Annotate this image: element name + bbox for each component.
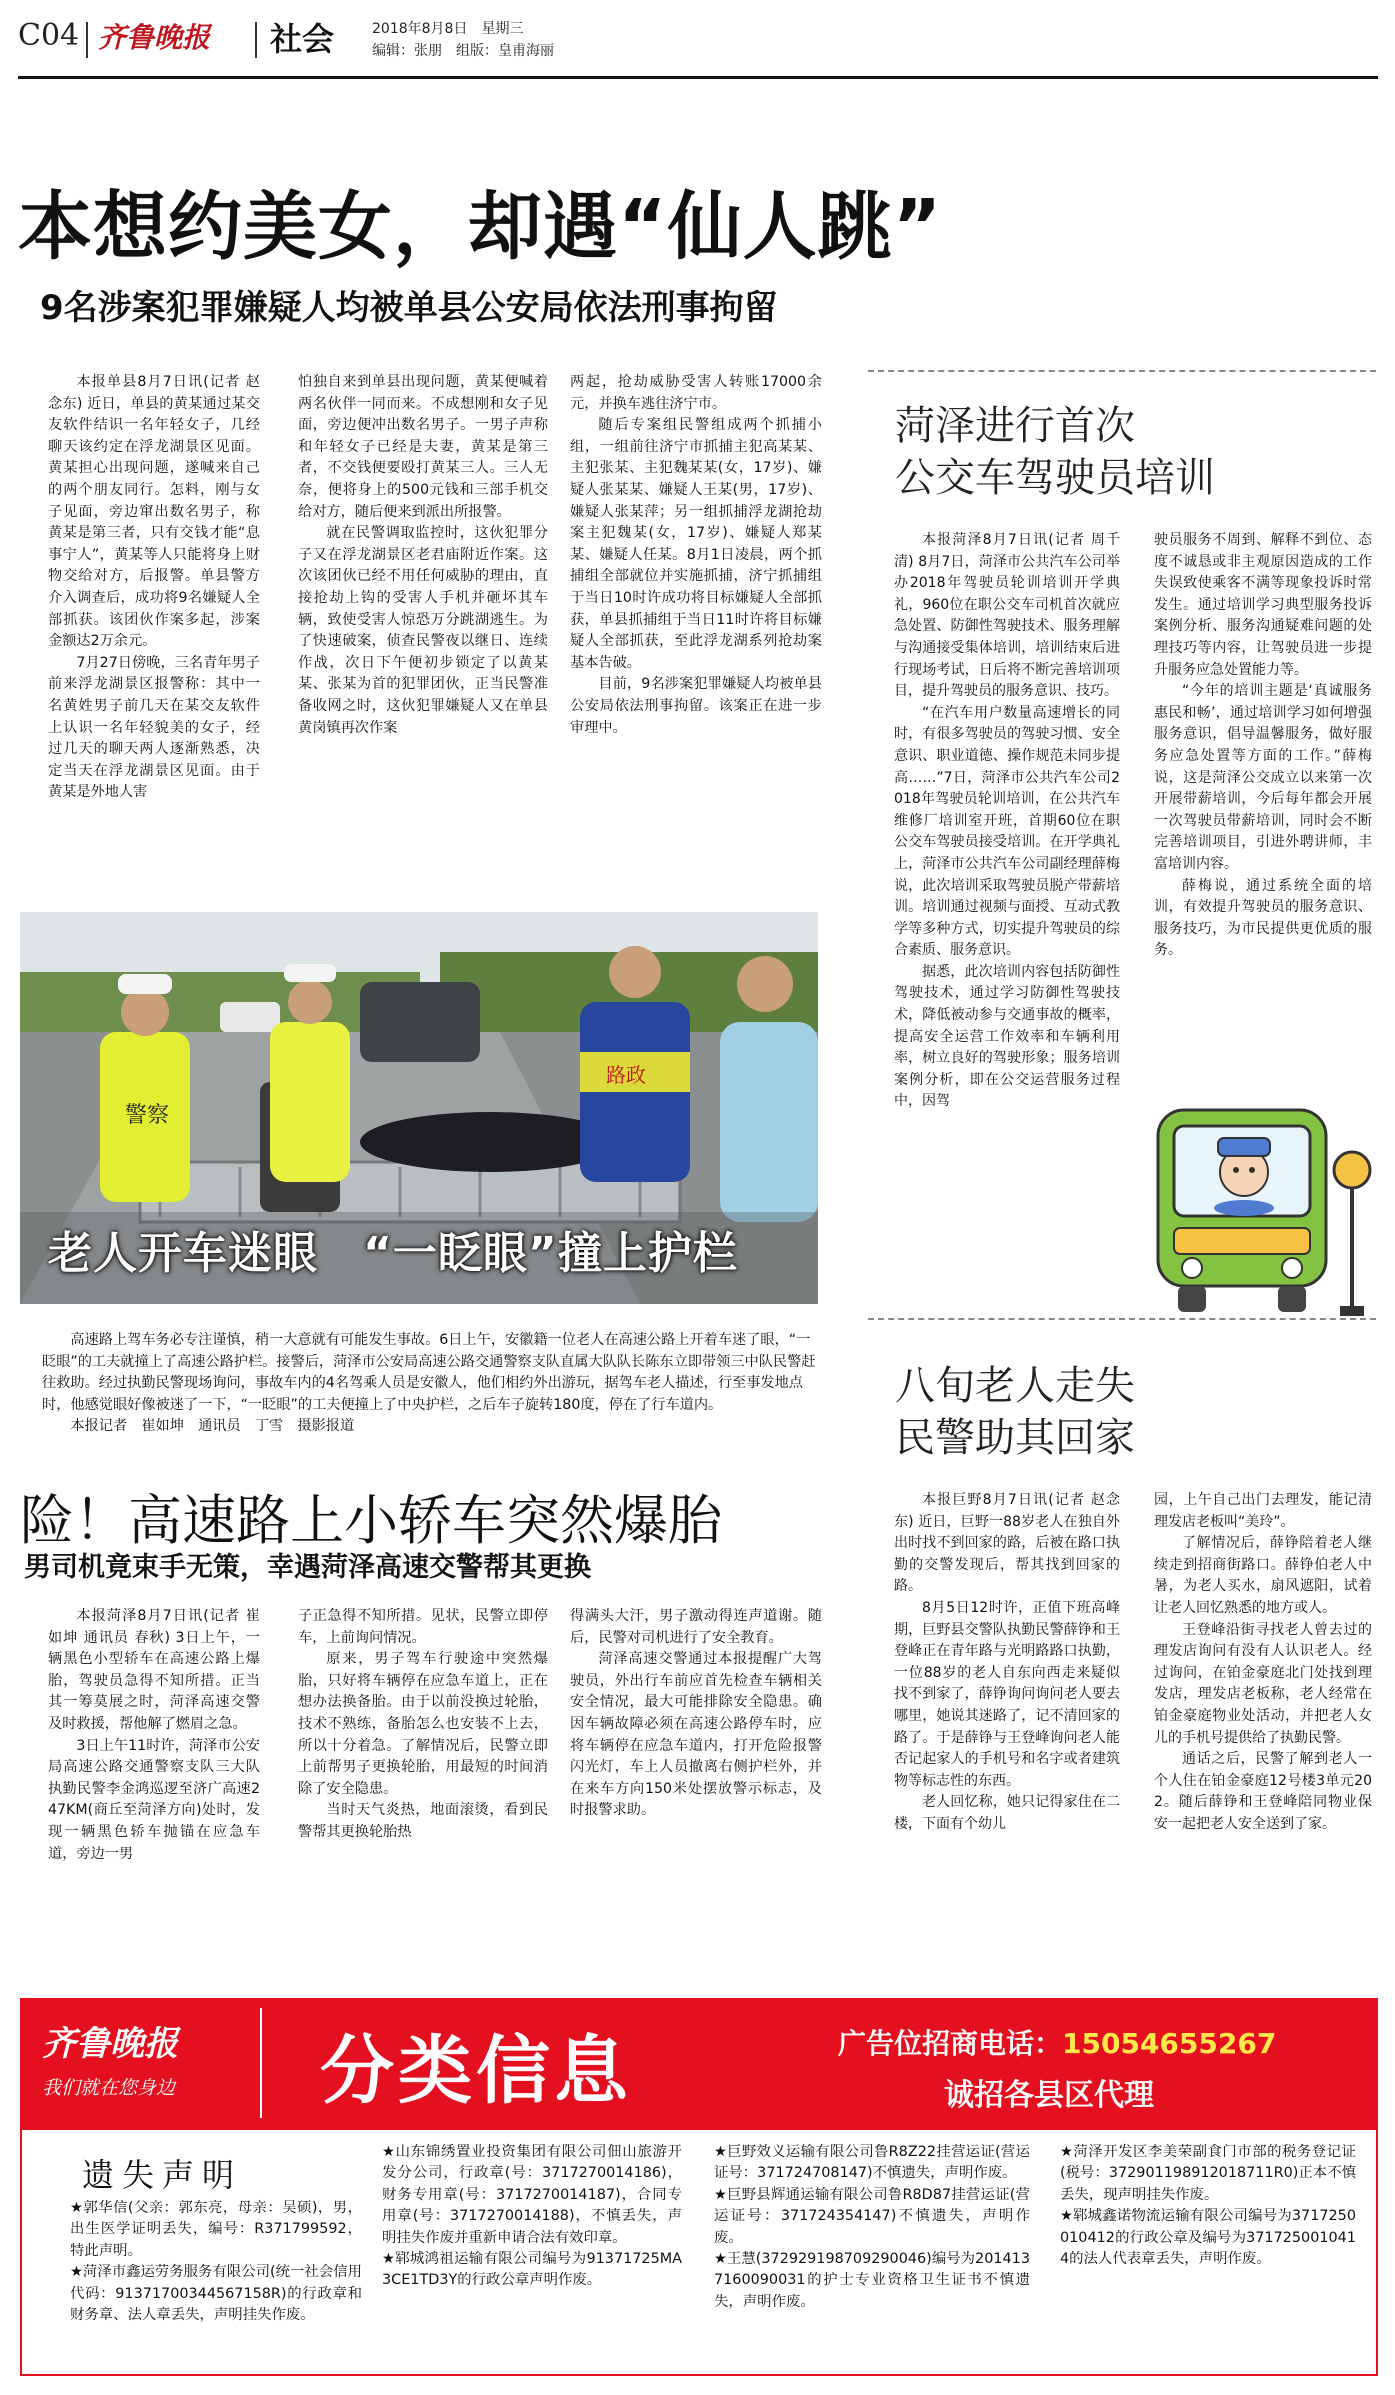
editor-line: 编辑：张朋 组版：皇甫海丽	[372, 43, 554, 59]
paragraph: 当时天气炎热，地面滚烫，看到民警帮其更换轮胎热	[298, 1802, 548, 1840]
notices-section	[20, 2128, 1378, 2378]
brand-logo: 齐鲁晚报	[98, 21, 211, 54]
date-line: 2018年8月8日 星期三	[372, 21, 524, 37]
paragraph: 3日上午11时许，菏泽市公安局高速公路交通警察支队三大队执勤民警李金鸿巡逻至济广高速247KM(商丘至菏泽方向)处时，发现一辆黑色轿车抛锚在应急车道，旁边一男	[48, 1737, 260, 1862]
notice-item: ★巨野效义运输有限公司鲁R8Z22挂营运证(营运证号：371724708147)不慎遗失，声明作废。	[714, 2144, 1030, 2182]
divider	[868, 1318, 1376, 1320]
divider	[260, 2008, 262, 2118]
paragraph: 本报菏泽8月7日讯(记者 周千清) 8月7日，菏泽市公共汽车公司举办2018年驾驶员轮训培训开学典礼，960位在职公交车司机首次就应急处置、防御性驾驶技术、服务理解与沟通接受集体培训，培训结束后进行现场考试，日后将不断完善培训项目，提升驾驶员的服务意识、技巧。	[894, 532, 1120, 700]
notice-item: ★巨野县辉通运输有限公司鲁R8D87挂营运证(营运证号：371724354147)不慎遗失，声明作废。	[714, 2186, 1030, 2246]
elder-story-col2	[1154, 1490, 1372, 1836]
divider	[868, 370, 1376, 372]
ad-slogan: 我们就在您身边	[42, 2077, 176, 2099]
ad-phone-line	[838, 2022, 1276, 2062]
paragraph: 子正急得不知所措。见状，民警立即停车，上前询问情况。	[298, 1608, 548, 1646]
ad-brand-block	[42, 2016, 242, 2099]
vest-text: 路政	[606, 1063, 646, 1087]
headline-line: 菏泽进行首次	[895, 403, 1135, 449]
paragraph: 园，上午自己出门去理发，能记清理发店老板叫“美玲”。	[1154, 1492, 1372, 1530]
photo-overlay-title: 老人开车迷眼 “一眨眼”撞上护栏	[48, 1228, 738, 1279]
page-number: C04	[18, 18, 80, 53]
paragraph: 就在民警调取监控时，这伙犯罪分子又在浮龙湖景区老君庙附近作案。这次该团伙已经不用任何威胁的理由，直接抢劫上钩的受害人手机并砸坏其车辆，致使受害人惊恐万分跳湖逃生。为了快速破案，侦查民警夜以继日、连续作战，次日下午便初步锁定了以黄某某、张某为首的犯罪团伙，正当民警准备收网之时，这伙犯罪嫌疑人又在单县黄岗镇再次作案	[298, 525, 548, 736]
paragraph: 原来，男子驾车行驶途中突然爆胎，只好将车辆停在应急车道上，正在想办法换备胎。由于以前没换过轮胎，技术不熟练，备胎怎么也安装不上去，所以十分着急。了解情况后，民警立即上前帮男子更换轮胎，用最短的时间消除了安全隐患。	[298, 1651, 548, 1797]
bus-story-col2	[1154, 530, 1386, 962]
tire-story-col3	[570, 1606, 822, 1822]
paragraph: 驶员服务不周到、解释不到位、态度不诚恳或非主观原因造成的工作失误致使乘客不满等现象投诉时常发生。通过培训学习典型服务投诉案例分析、服务沟通疑难问题的处理技巧等内容，让驾驶员进一步提升服务应急处置能力等。	[1154, 532, 1372, 678]
paragraph: 本报巨野8月7日讯(记者 赵念东) 近日，巨野一88岁老人在独自外出时找不到回家的路，后被在路口执勤的交警发现后，帮其找到回家的路。	[894, 1492, 1120, 1595]
paragraph: 8月5日12时许，正值下班高峰期，巨野县交警队执勤民警薛铮和王登峰正在青年路与光明路路口执勤，一位88岁的老人自东向西走来疑似找不到家了，薛铮询问询问老人要去哪里，她说其迷路了，记不清回家的路了。于是薛铮与王登峰询问老人能否记起家人的手机号和名字或者建筑物等标志性的东西。	[894, 1599, 1120, 1789]
paragraph: 随后专案组民警组成两个抓捕小组，一组前往济宁市抓捕主犯高某某、主犯张某、主犯魏某某(女，17岁)、嫌疑人张某某、嫌疑人王某(男，17岁)、嫌疑人张某萍；另一组抓捕浮龙湖抢劫案主犯魏某(女，17岁)、嫌疑人郑某某、嫌疑人任某。8月1日凌晨，两个抓捕组全部就位并实施抓捕，济宁抓捕组于当日10时许成功将目标嫌疑人全部抓获，单县抓捕组于当日11时许将目标嫌疑人全部抓获，至此浮龙湖系列抢劫案基本告破。	[570, 417, 822, 671]
paragraph: 两起，抢劫威胁受害人转账17000余元，并换车逃往济宁市。	[570, 374, 822, 412]
classified-ad-bar	[20, 1998, 1378, 2128]
tire-story-subhead: 男司机竟束手无策，幸遇菏泽高速交警帮其更换	[24, 1552, 591, 1583]
ad-recruit: 诚招各县区代理	[944, 2078, 1154, 2113]
bus-illustration	[1152, 1100, 1376, 1330]
paragraph: 据悉，此次培训内容包括防御性驾驶技术，通过学习防御性驾驶技术，降低被动参与交通事故的概率，提高安全运营工作效率和车辆利用率，树立良好的驾驶形象；服务培训案例分析，即在公交运营服务过程中，因驾	[894, 963, 1120, 1110]
caption-text: 高速路上驾车务必专注谨慎，稍一大意就有可能发生事故。6日上午，安徽籍一位老人在高速公路上开着车迷了眼，“一眨眼”的工夫就撞上了高速公路护栏。接警后，菏泽市公安局高速公路交通警察支队直属大队队长陈东立即带领三中队民警赶往救助。经过执勤民警现场询问，事故车内的4名驾乘人员是安徽人，他们相约外出游玩，据驾车老人描述，行至事发地点时，他感觉眼好像被迷了一下，“一眨眼”的工夫便撞上了中央护栏，之后车子旋转180度，停在了行车道内。	[42, 1332, 816, 1413]
section-title: 社会	[270, 20, 335, 58]
notice-item: ★郓城鑫诺物流运输有限公司编号为3717250010412的行政公章及编号为3717250010414的法人代表章丢失，声明作废。	[1060, 2208, 1356, 2268]
paragraph: 了解情况后，薛铮陪着老人继续走到招商街路口。薛铮伯老人中暑，为老人买水，扇风遮阳，试着让老人回忆熟悉的地方或人。	[1154, 1535, 1372, 1616]
notices-title: 遗失声明	[82, 2156, 243, 2194]
news-photo	[20, 912, 818, 1304]
paragraph: 通话之后，民警了解到老人一个人住在铂金豪庭12号楼3单元202。随后薛铮和王登峰陪同物业保安一起把老人安全送到了家。	[1154, 1751, 1372, 1832]
paragraph: 7月27日傍晚，三名青年男子前来浮龙湖景区报警称：其中一名黄姓男子前几天在某交友软件上认识一名年轻貌美的女子，经过几天的聊天两人逐渐熟悉，决定当天在浮龙湖景区见面。由于黄某是外地人害	[48, 654, 260, 801]
paragraph: 老人回忆称，她只记得家住在二楼，下面有个幼儿	[894, 1794, 1120, 1832]
paragraph: 本报单县8月7日讯(记者 赵念东) 近日，单县的黄某通过某交友软件结识一名年轻女子，几经聊天该约定在浮龙湖景区见面。黄某担心出现问题，遂喊来自己的两个朋友同行。怎料，刚与女子见面，旁边窜出数名男子，称黄某是第三者，只有交钱才能“息事宁人”，黄某等人只能将身上财物交给对方，后报警。单县警方介入调查后，成功将9名嫌疑人全部抓获。该团伙作案多起，涉案金额达2万余元。	[48, 374, 260, 650]
headline-line: 民警助其回家	[895, 1415, 1135, 1461]
notices-col3	[714, 2142, 1030, 2313]
brand-logo: 齐鲁晚报	[42, 2024, 178, 2064]
ad-category: 分类信息	[320, 2028, 632, 2114]
vest-text: 警察	[125, 1103, 170, 1128]
paragraph: 目前，9名涉案犯罪嫌疑人均被单县公安局依法刑事拘留。该案正在进一步审理中。	[570, 676, 822, 736]
ad-phone-label: 广告位招商电话：	[838, 2027, 1063, 2060]
paragraph: 得满头大汗，男子激动得连声道谢。随后，民警对司机进行了安全教育。	[570, 1608, 822, 1646]
main-story-col2	[298, 372, 548, 739]
paragraph: 王登峰沿街寻找老人曾去过的理发店询问有没有人认识老人。经过询问，在铂金豪庭北门处找到理发店，理发店老板称，老人经常在铂金豪庭物业处活动，并把老人女儿的手机号提供给了执勤民警。	[1154, 1621, 1372, 1746]
paragraph: “今年的培训主题是‘真诚服务 惠民和畅’，通过培训学习如何增强服务意识，倡导温馨服务，做好服务应急处置等方面的工作。”薛梅说，这是菏泽公交成立以来第一次开展带薪培训，今后每年都会开展一次驾驶员带薪培训，同时会不断完善培训项目，引进外聘讲师，丰富培训内容。	[1154, 683, 1386, 872]
notice-item: ★王慧(372929198709290046)编号为2014137160090031的护士专业资格卫生证书不慎遗失，声明作废。	[714, 2251, 1030, 2310]
notices-col2	[382, 2142, 682, 2292]
main-story-col3	[570, 372, 822, 739]
header-info	[372, 18, 554, 62]
notice-item: ★菏泽市鑫运劳务服务有限公司(统一社会信用代码：91371700344567158R)的行政章和财务章、法人章丢失，声明挂失作废。	[70, 2264, 362, 2324]
main-story-col1	[48, 372, 260, 804]
tire-story-headline: 险！高速路上小轿车突然爆胎	[20, 1489, 722, 1552]
tire-story-col1	[48, 1606, 260, 1865]
main-subhead: 9名涉案犯罪嫌疑人均被单县公安局依法刑事拘留	[40, 288, 778, 328]
notices-col4	[1060, 2142, 1356, 2270]
divider	[255, 22, 257, 58]
headline-line: 公交车驾驶员培训	[895, 455, 1215, 501]
paragraph: 薛梅说，通过系统全面的培训，有效提升驾驶员的服务意识、服务技巧，为市民提供更优质的服务。	[1154, 877, 1372, 959]
divider	[86, 22, 88, 58]
headline-line: 八旬老人走失	[895, 1363, 1135, 1409]
elder-story-col1	[894, 1490, 1120, 1836]
bus-stop-sign	[1334, 1152, 1370, 1188]
notice-item: ★山东锦绣置业投资集团有限公司佃山旅游开发分公司，行政章(号：3717270014186)，财务专用章(号：3717270014187)，合同专用章(号：3717270014188)，不慎丢失，声明挂失作废并重新申请合法有效印章。	[382, 2144, 682, 2246]
tire-story-col2	[298, 1606, 548, 1844]
notice-item: ★菏泽开发区李美荣副食门市部的税务登记证(税号：372901198912018711R0)正本不慎丢失，现声明挂失作废。	[1060, 2144, 1356, 2203]
photo-credit: 本报记者 崔如坤 通讯员 丁雪 摄影报道	[70, 1418, 355, 1435]
ad-phone-number: 15054655267	[1062, 2027, 1277, 2060]
bus-story-headline	[895, 400, 1215, 504]
bus-story-col1	[894, 530, 1120, 1113]
paragraph: 菏泽高速交警通过本报提醒广大驾驶员，外出行车前应首先检查车辆相关安全情况，最大可能排除安全隐患。确因车辆故障必须在高速公路停车时，应将车辆停在应急车道内，打开危险报警闪光灯，车上人员撤离右侧护栏外，并在来车方向150米处摆放警示标志，及时报警求助。	[570, 1651, 822, 1819]
notice-item: ★郓城鸿祖运输有限公司编号为91371725MA3CE1TD3Y的行政公章声明作废。	[382, 2251, 682, 2289]
photo-caption	[42, 1330, 822, 1438]
paragraph: 本报菏泽8月7日讯(记者 崔如坤 通讯员 春秋) 3日上午，一辆黑色小型轿车在高速公路上爆胎，驾驶员急得不知所措。正当其一筹莫展之时，菏泽高速交警及时救援，帮他解了燃眉之急。	[48, 1608, 260, 1732]
elder-story-headline	[895, 1360, 1135, 1464]
notices-col1	[70, 2198, 362, 2326]
main-headline: 本想约美女，却遇“仙人跳”	[18, 184, 943, 270]
header-rule	[18, 76, 1378, 79]
notice-item: ★郭华信(父亲：郭东亮，母亲：吴硕)，男，出生医学证明丢失，编号：R371799592，特此声明。	[70, 2200, 362, 2259]
paragraph: 怕独自来到单县出现问题，黄某便喊着两名伙伴一同而来。不成想刚和女子见面，旁边便冲出数名男子。一男子声称和年轻女子已经是夫妻，黄某是第三者，不交钱便要殴打黄某三人。三人无奈，便将身上的500元钱和三部手机交给对方，随后便来到派出所报警。	[298, 374, 548, 520]
paragraph: “在汽车用户数量高速增长的同时，有很多驾驶员的驾驶习惯、安全意识、职业道德、操作规范未同步提高……”7日，菏泽市公共汽车公司2018年驾驶员轮训培训，在公共汽车维修厂培训室开班，首期60位在职公交车驾驶员接受培训。在开学典礼上，菏泽市公共汽车公司副经理薛梅说，此次培训采取驾驶员脱产带薪培训。培训通过视频与面授、互动式教学等多种方式，切实提升驾驶员的综合素质、服务意识。	[894, 704, 1120, 959]
